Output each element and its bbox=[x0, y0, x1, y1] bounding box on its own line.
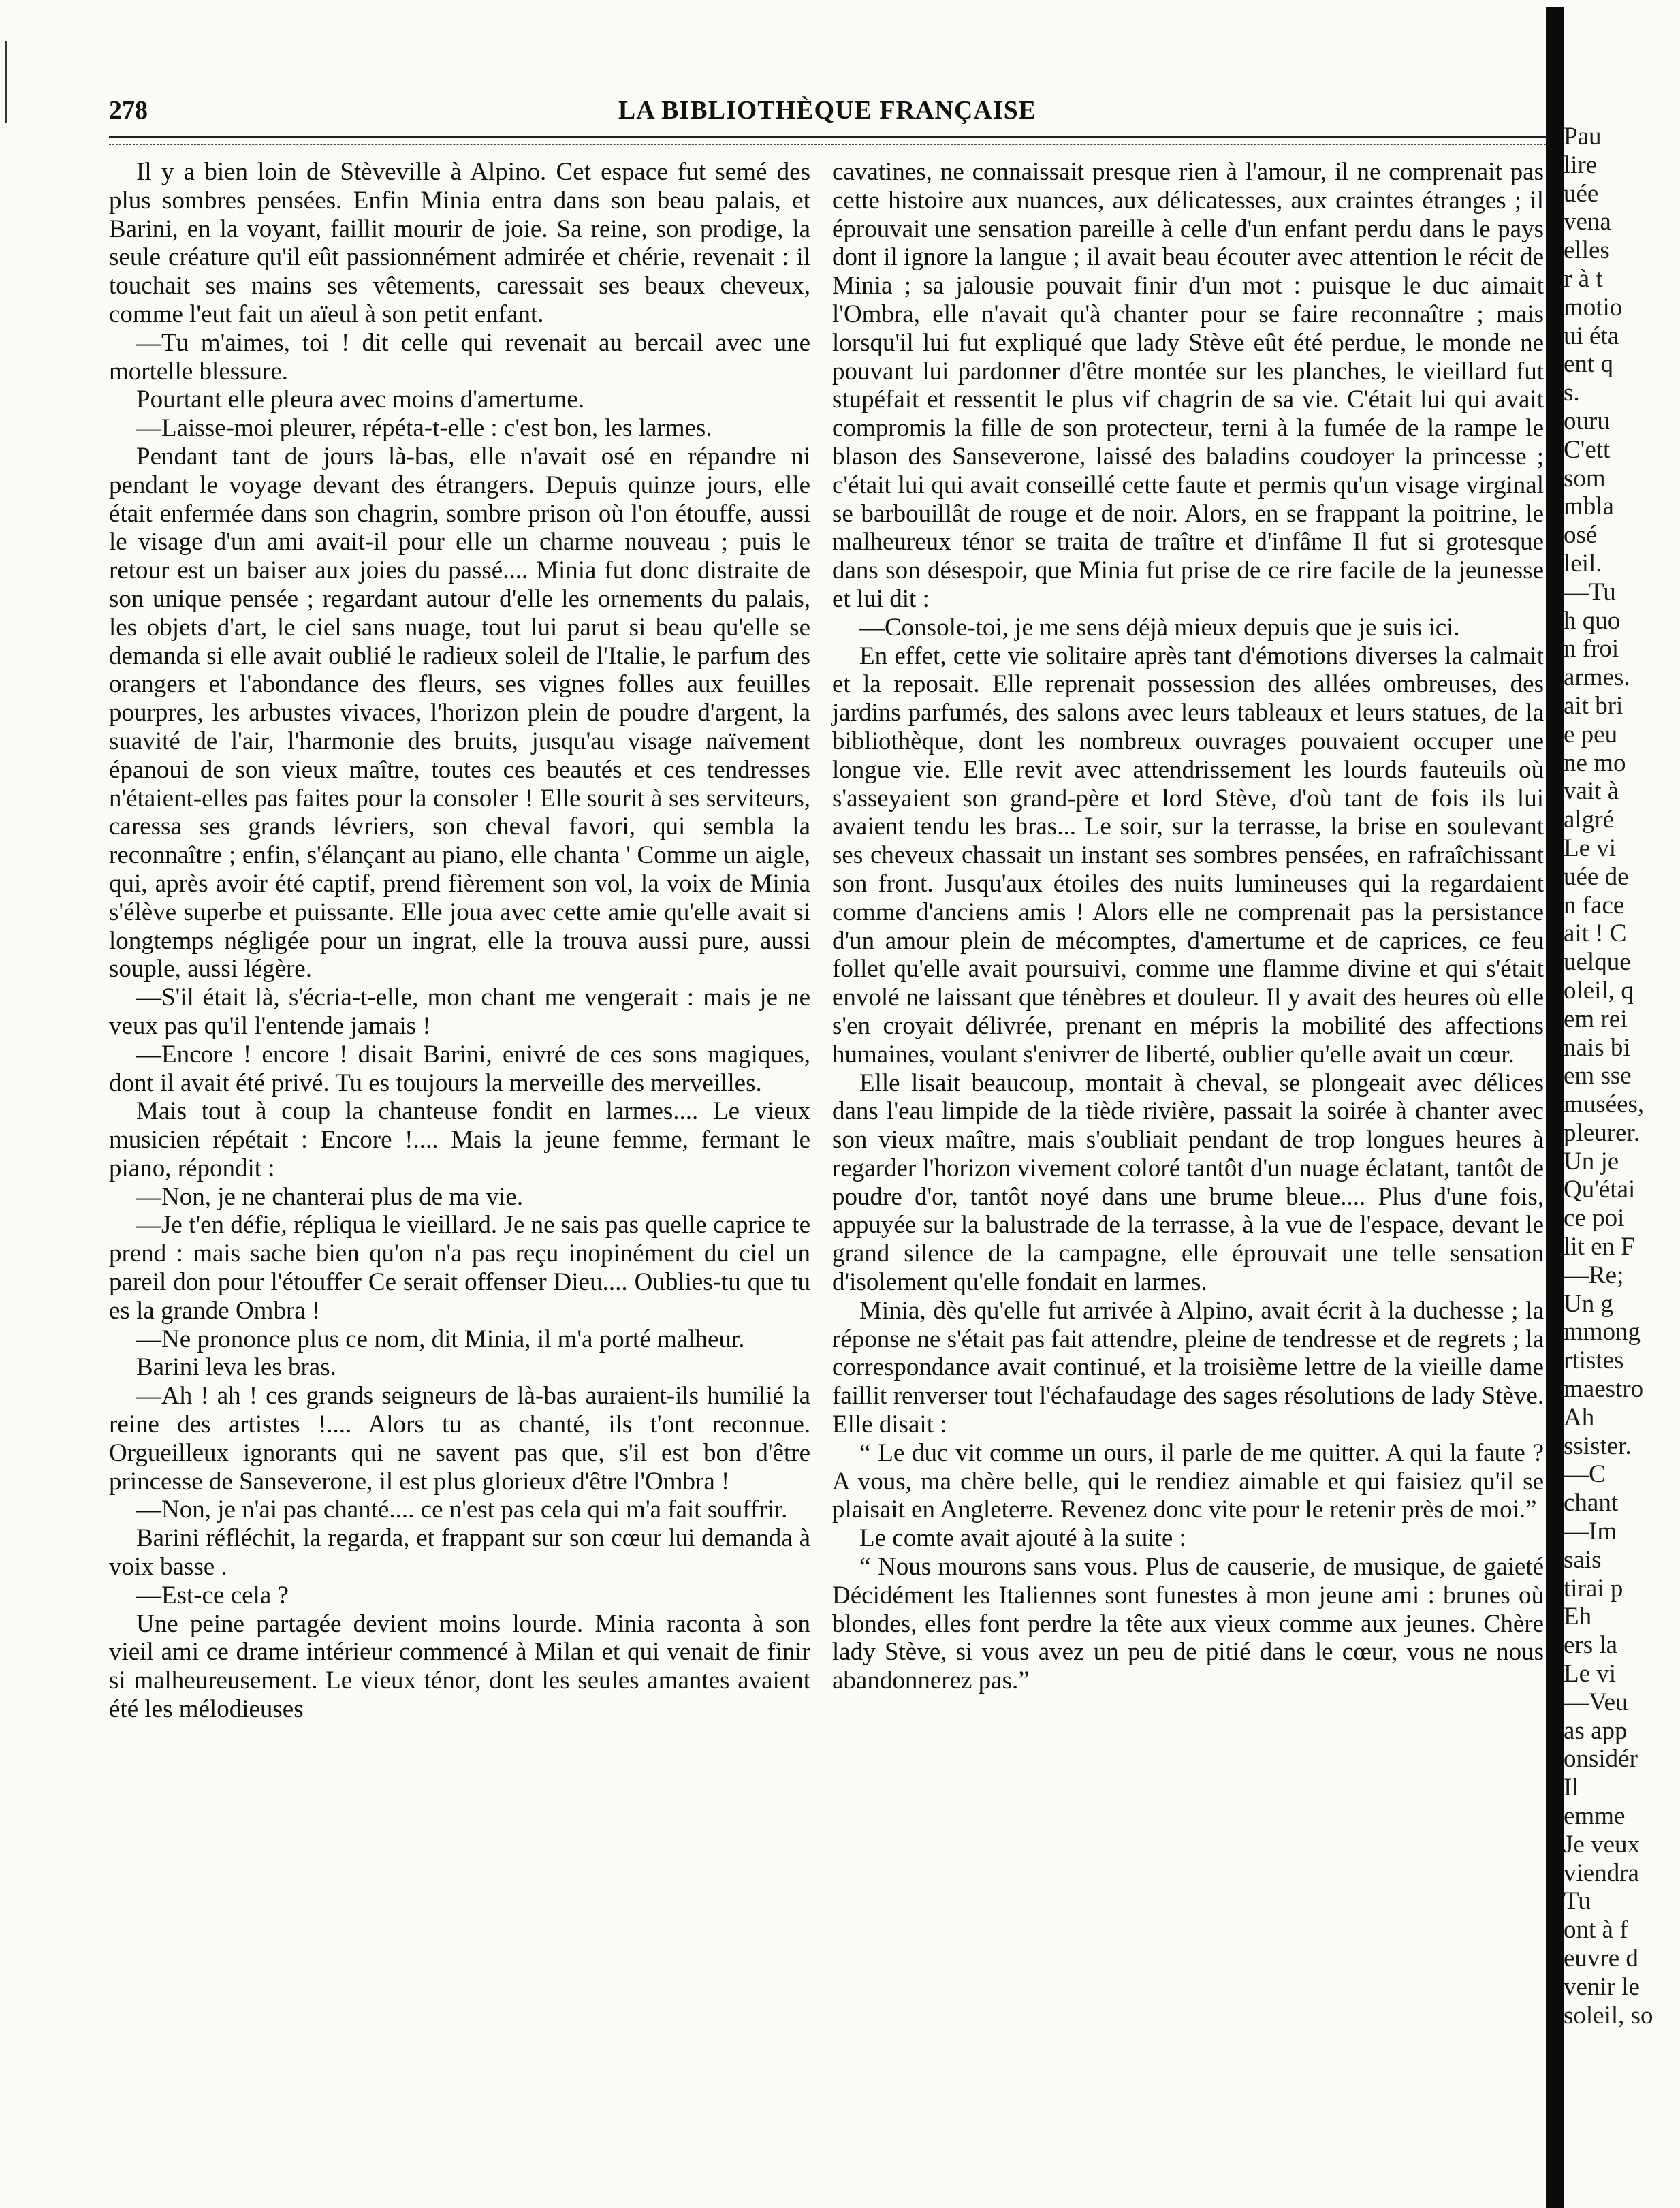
edge-fragment-line: em sse bbox=[1564, 1062, 1632, 1090]
paragraph: —Non, je n'ai pas chanté.... ce n'est pas cela qui m'a fait souffrir. bbox=[136, 1496, 788, 1524]
edge-fragment-line: Le vi bbox=[1564, 1660, 1617, 1688]
page-header bbox=[109, 95, 1546, 136]
paragraph: —Encore ! encore ! disait Barini, enivré de ces sons magiques, dont il avait été privé. Tu es toujours la merveille des merveilles. bbox=[109, 1040, 810, 1097]
edge-fragment-line: ait ! C bbox=[1564, 919, 1627, 948]
edge-fragment-line: n face bbox=[1564, 891, 1625, 919]
edge-fragment-line: —C bbox=[1564, 1460, 1606, 1489]
edge-fragment-line: mbla bbox=[1564, 492, 1614, 521]
edge-fragment-line: Le vi bbox=[1564, 834, 1617, 862]
edge-fragment-line: Pau bbox=[1564, 123, 1602, 151]
edge-fragment-line: tirai p bbox=[1564, 1574, 1623, 1603]
page-number: 278 bbox=[109, 96, 148, 125]
edge-fragment-line: Il bbox=[1564, 1773, 1579, 1802]
edge-fragment-line: Eh bbox=[1564, 1603, 1592, 1631]
edge-fragment-line: em rei bbox=[1564, 1005, 1628, 1033]
edge-fragment-line: soleil, so bbox=[1564, 2001, 1653, 2030]
edge-fragment-line: lit en F bbox=[1564, 1233, 1635, 1261]
scan-margin-mark bbox=[5, 41, 7, 123]
edge-fragment-line: musées, bbox=[1564, 1090, 1645, 1119]
paragraph: Le comte avait ajouté à la suite : bbox=[859, 1524, 1186, 1553]
paragraph: En effet, cette vie solitaire après tant d'émotions diverses la calmait et la reposait. Elle reprenait possession des allées ombreuses, des jardins parfumés, des salons avec leurs tableaux et leurs statues, de la bibliothèque, dont les nombreux ouvrages pouvaient occuper une longue vie. Elle revit avec attendrissement les lourds fauteuils où s'asseyaient son grand-père et lord Stève, d'où tant de fois ils lui avaient tendu les bras... Le soir, sur la terrasse, la brise en soulevant ses cheveux chassait un instant ses sombres pensées, en rafraîchissant son front. Jusqu'aux étoiles des nuits lumineuses qui la regardaient comme d'anciens amis ! Alors elle ne comprenait pas la persistance d'un amour plein de mécomptes, d'amertume et de caprices, ce feu follet qu'elle avait poursuivi, comme une flamme divine et qui s'était envolé ne laissant que ténèbres et douleur. Il y avait des heures où elle s'en croyait délivrée, prenant en mépris la mobilité des affections humaines, voulant s'enivrer de liberté, oublier qu'elle avait un cœur. bbox=[832, 642, 1544, 1069]
edge-fragment-line: uelque bbox=[1564, 948, 1631, 977]
edge-fragment-line: Ah bbox=[1564, 1403, 1595, 1432]
edge-fragment-line: osé bbox=[1564, 521, 1598, 550]
paragraph: Mais tout à coup la chanteuse fondit en larmes.... Le vieux musicien répétait : Encore !.... Mais la jeune femme, fermant le piano, répondit : bbox=[109, 1097, 810, 1182]
paragraph: Minia, dès qu'elle fut arrivée à Alpino, avait écrit à la duchesse ; la réponse ne s'était pas fait attendre, pleine de tendresse et de regrets ; la correspondance avait continué, et la troisième lettre de la vieille dame faillit renverser tout l'échafaudage des sages résolutions de lady Stève. Elle disait : bbox=[832, 1296, 1544, 1439]
edge-fragment-line: rtistes bbox=[1564, 1346, 1624, 1375]
edge-fragment-line: —Veu bbox=[1564, 1688, 1628, 1716]
edge-fragment-line: —Im bbox=[1564, 1517, 1617, 1546]
edge-fragment-line: onsidér bbox=[1564, 1745, 1638, 1773]
edge-fragment-line: Un je bbox=[1564, 1147, 1619, 1176]
paragraph: Il y a bien loin de Stèveville à Alpino. Cet espace fut semé des plus sombres pensées. Enfin Minia entra dans son beau palais, et Barini, en la voyant, faillit mourir de joie. Sa reine, son prodige, la seule créature qu'il eût passionnément admirée et chérie, revenait : il touchait ses mains ses vêtements, caressait ses beaux cheveux, comme l'eut fait un aïeul à son petit enfant. bbox=[109, 158, 810, 328]
edge-fragment-line: vena bbox=[1564, 208, 1611, 236]
edge-fragment-line: chant bbox=[1564, 1489, 1619, 1517]
left-column bbox=[109, 158, 810, 1724]
edge-fragment-line: ont à f bbox=[1564, 1916, 1628, 1944]
edge-fragment-line: Je veux bbox=[1564, 1830, 1640, 1859]
paragraph: —Laisse-moi pleurer, répéta-t-elle : c'est bon, les larmes. bbox=[136, 414, 712, 443]
edge-fragment-line: leil. bbox=[1564, 549, 1602, 578]
edge-fragment-line: lire bbox=[1564, 151, 1598, 179]
edge-fragment-line: uée de bbox=[1564, 862, 1629, 891]
paragraph: —Non, je ne chanterai plus de ma vie. bbox=[136, 1182, 524, 1211]
edge-fragment-line: emme bbox=[1564, 1802, 1626, 1831]
edge-fragment-line: armes. bbox=[1564, 663, 1630, 692]
scan-edge-shadow bbox=[1546, 7, 1564, 2208]
edge-fragment-line: oleil, q bbox=[1564, 976, 1634, 1005]
edge-fragment-line: venir le bbox=[1564, 1972, 1640, 2001]
edge-fragment-line: uée bbox=[1564, 179, 1599, 208]
edge-fragment-line: e peu bbox=[1564, 720, 1618, 748]
edge-fragment-line: ui éta bbox=[1564, 321, 1619, 350]
edge-fragment-line: ouru bbox=[1564, 407, 1610, 435]
edge-fragment-line: motio bbox=[1564, 293, 1623, 321]
edge-fragment-line: pleurer. bbox=[1564, 1118, 1640, 1147]
edge-fragment-line: as app bbox=[1564, 1716, 1628, 1745]
edge-fragment-line: maestro bbox=[1564, 1375, 1644, 1404]
adjacent-page-fragment bbox=[1564, 123, 1680, 2193]
edge-fragment-line: viendra bbox=[1564, 1859, 1639, 1887]
edge-fragment-line: —Re; bbox=[1564, 1261, 1624, 1289]
header-rule bbox=[109, 136, 1546, 138]
edge-fragment-line: ne mo bbox=[1564, 748, 1626, 777]
edge-fragment-line: sais bbox=[1564, 1545, 1602, 1574]
edge-fragment-line: ers la bbox=[1564, 1631, 1618, 1660]
edge-fragment-line: s. bbox=[1564, 379, 1580, 407]
paragraph: —S'il était là, s'écria-t-elle, mon chant me vengerait : mais je ne veux pas qu'il l'entende jamais ! bbox=[109, 983, 810, 1040]
paragraph: Barini réfléchit, la regarda, et frappant sur son cœur lui demanda à voix basse . bbox=[109, 1524, 810, 1581]
edge-fragment-line: ait bri bbox=[1564, 691, 1623, 720]
paragraph: —Ne prononce plus ce nom, dit Minia, il m'a porté malheur. bbox=[136, 1325, 745, 1353]
edge-fragment-line: ce poi bbox=[1564, 1204, 1625, 1233]
edge-fragment-line: mmong bbox=[1564, 1318, 1641, 1346]
paragraph: Pendant tant de jours là-bas, elle n'avait osé en répandre ni pendant le voyage devant des étrangers. Depuis quinze jours, elle était enfermée dans son chagrin, sombre prison où l'on étouffe, aussi le visage d'un ami avait-il pour elle un charme nouveau ; puis le retour est un baiser aux joies du passé.... Minia fut donc distraite de son unique pensée ; regardant autour d'elle les ornements du palais, les objets d'art, le ciel sans nuage, tout lui parut si beau qu'elle se demanda si elle avait oublié le radieux soleil de l'Italie, le parfum des orangers et l'abondance des fleurs, ses vignes folles aux feuilles pourpres, les arbustes vivaces, l'horizon plein de poudre d'argent, la suavité de l'air, l'harmonie des bruits, jusqu'au visage naïvement épanoui de son vieux maître, toutes ces beautés et ces tendresses n'étaient-elles pas faites pour la consoler ! Elle sourit à ses serviteurs, caressa ses grands lévriers, son cheval favori, qui sembla la reconnaître ; enfin, s'élançant au piano, elle chanta ' Comme un aigle, qui, après avoir été captif, prend fièrement son vol, la voix de Minia s'élève superbe et puissante. Elle joua avec cette amie qu'elle avait si longtemps négligée pour un ingrat, elle la trouva aussi pure, aussi souple, aussi légère. bbox=[109, 442, 810, 983]
edge-fragment-line: vait à bbox=[1564, 777, 1619, 806]
edge-fragment-line: n froi bbox=[1564, 635, 1619, 663]
edge-fragment-line: Un g bbox=[1564, 1289, 1613, 1318]
edge-fragment-line: —Tu bbox=[1564, 578, 1616, 606]
paragraph: Barini leva les bras. bbox=[136, 1353, 336, 1382]
paragraph: —Je t'en défie, répliqua le vieillard. Je ne sais pas quelle caprice te prend : mais sache bien qu'on n'a pas reçu inopinément du ciel un pareil don pour l'étouffer Ce serait offenser Dieu.... Oublies-tu que tu es la grande Ombra ! bbox=[109, 1211, 810, 1325]
edge-fragment-line: nais bi bbox=[1564, 1033, 1630, 1062]
edge-fragment-line: algré bbox=[1564, 806, 1614, 834]
edge-fragment-line: elles bbox=[1564, 236, 1610, 265]
paragraph: —Est-ce cela ? bbox=[136, 1581, 289, 1609]
paragraph: Une peine partagée devient moins lourde. Minia raconta à son vieil ami ce drame intérieur commencé à Milan et qui venait de finir si malheureusement. Le vieux ténor, dont les seules amantes avaient été les mélodieuses bbox=[109, 1609, 810, 1724]
paragraph: cavatines, ne connaissait presque rien à l'amour, il ne comprenait pas cette histoire aux nuances, aux délicatesses, aux craintes étranges ; il éprouvait une sensation pareille à celle d'un enfant perdu dans le pays dont il ignore la langue ; il avait beau écouter avec attention le récit de Minia ; sa jalousie pouvait finir d'un mot : puisque le duc aimait l'Ombra, elle n'avait qu'à chanter pour se faire reconnaître ; mais lorsqu'il lui fut expliqué que lady Stève eût été perdue, le monde ne pouvant lui pardonner d'être montée sur les planches, le vieillard fut stupéfait et ressentit le plus vif chagrin de sa vie. C'était lui qui avait compromis la fille de son protecteur, terni à la fumée de la rampe le blason des Sanseverone, laissé des baladins coudoyer la princesse ; c'était lui qui avait conseillé cette faute et permis qu'un visage virginal se barbouillât de rouge et de noir. Alors, en se frappant la poitrine, le malheureux ténor se traita de traître et d'infâme Il fut si grotesque dans son désespoir, que Minia fut prise de ce rire facile de la jeunesse et lui dit : bbox=[832, 158, 1544, 613]
paragraph: Elle lisait beaucoup, montait à cheval, se plongeait avec délices dans l'eau limpide de la tiède rivière, passait la soirée à chanter avec son vieux maître, mais s'oubliait pendant de trop longues heures à regarder l'horizon vivement coloré tantôt d'un nuage éclatant, tantôt de poudre d'or, tantôt noyé dans une brume bleue.... Plus d'une fois, appuyée sur la balustrade de la terrasse, à la vue de l'espace, devant le grand silence de la campagne, elle éprouvait une telle sensation d'isolement qu'elle fondait en larmes. bbox=[832, 1069, 1544, 1297]
edge-fragment-line: ssister. bbox=[1564, 1432, 1632, 1460]
edge-fragment-line: ent q bbox=[1564, 350, 1613, 379]
edge-fragment-line: r à t bbox=[1564, 264, 1603, 293]
paragraph: Pourtant elle pleura avec moins d'amertume. bbox=[136, 385, 585, 414]
paragraph: —Tu m'aimes, toi ! dit celle qui revenait au bercail avec une mortelle blessure. bbox=[109, 328, 810, 385]
edge-fragment-line: Tu bbox=[1564, 1887, 1591, 1916]
right-column bbox=[832, 158, 1544, 1695]
edge-fragment-line: som bbox=[1564, 464, 1606, 492]
edge-fragment-line: C'ett bbox=[1564, 435, 1611, 464]
edge-fragment-line: euvre d bbox=[1564, 1944, 1638, 1972]
paragraph: “ Nous mourons sans vous. Plus de causerie, de musique, de gaieté Décidément les Italiennes sont funestes à mon jeune ami : brunes où blondes, elles font perdre la tête aux vieux comme aux jeunes. Chère lady Stève, si vous avez un peu de pitié dans le cœur, vous ne nous abandonnerez pas.” bbox=[832, 1553, 1544, 1695]
paragraph: —Console-toi, je me sens déjà mieux depuis que je suis ici. bbox=[859, 613, 1460, 642]
paragraph: “ Le duc vit comme un ours, il parle de me quitter. A qui la faute ? A vous, ma chère belle, qui le rendiez aimable et qui faisiez qu'il se plaisait en Angleterre. Revenez donc vite pour le retenir près de moi.” bbox=[832, 1438, 1544, 1524]
header-rule-dashed bbox=[109, 144, 1546, 145]
paragraph: —Ah ! ah ! ces grands seigneurs de là-bas auraient-ils humilié la reine des artistes !.... Alors tu as chanté, ils t'ont reconnue. Orgueilleux ignorants qui ne savent pas que, s'il est bon d'être princesse de Sanseverone, il est plus glorieux d'être l'Ombra ! bbox=[109, 1382, 810, 1496]
running-title: LA BIBLIOTHÈQUE FRANÇAISE bbox=[618, 96, 1037, 125]
edge-fragment-line: Qu'étai bbox=[1564, 1176, 1636, 1204]
edge-fragment-line: h quo bbox=[1564, 606, 1621, 635]
